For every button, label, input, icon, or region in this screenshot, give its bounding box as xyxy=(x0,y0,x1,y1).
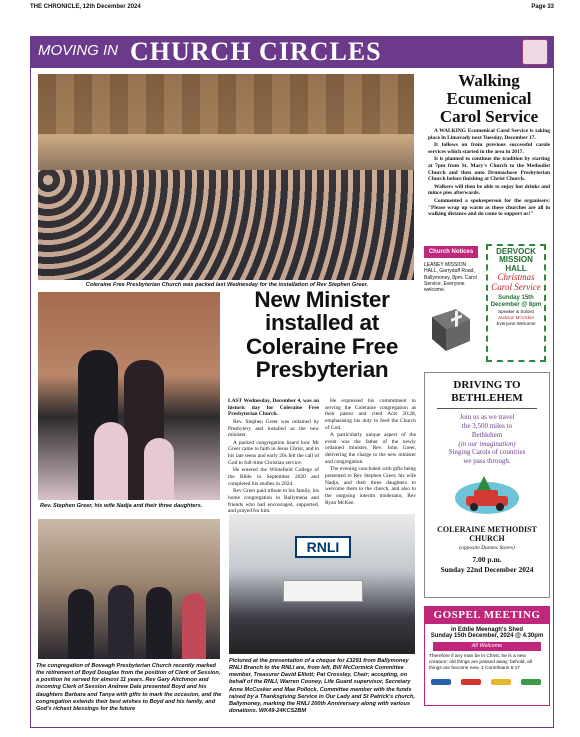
gospel-title: GOSPEL MEETING xyxy=(425,607,549,624)
figure-daughter xyxy=(144,438,174,500)
dervock-speaker-label: Speaker & Soloist xyxy=(498,309,534,315)
driving-line: we pass through. xyxy=(463,457,511,466)
section-banner xyxy=(30,36,554,68)
methodist-church-name: COLERAINE METHODIST CHURCH xyxy=(437,524,537,544)
figure-person xyxy=(108,585,134,659)
church-congregation-photo xyxy=(38,74,414,280)
main-paragraph: He expressed his commitment to serving the Coleraine congregation as their pastor and cited Acts 20:28, emphasising his duty to feed the Church of God. xyxy=(325,398,416,431)
driving-divider xyxy=(437,408,537,409)
banner-church-circles: CHURCH CIRCLES xyxy=(130,37,382,66)
dervock-christmas: Christmas xyxy=(497,272,535,283)
main-headline: New Minister installed at Coleraine Free Presbyterian xyxy=(245,287,399,383)
walking-paragraph: Commented a spokesperson for the organisers: "Please wrap up warm as these churches are all in walking distance and do come to support us!" xyxy=(428,197,550,218)
dervock-welcome: Everyone Welcome xyxy=(496,321,536,327)
driving-title: DRIVING TO BETHLEHEM xyxy=(451,379,523,404)
rnli-cheque-photo xyxy=(229,514,415,654)
family-photo-caption: Rev. Stephen Greer, his wife Nadja and their three daughters. xyxy=(40,503,203,509)
main-paragraph: Rev Greer paid tribute to his family, his home congregation in Ballymena and friends who had encouraged, supported, and prayed for him. xyxy=(228,488,319,515)
car-row-icon xyxy=(425,675,551,689)
church-photo-caption: Coleraine Free Presbyterian Church was packed last Wednesday for the installation of Rev Stephen Greer. xyxy=(85,282,369,288)
gospel-date: Sunday 15th December, 2024 @ 4.30pm xyxy=(430,633,544,639)
main-paragraph: He entered the Whitefield College of the Bible in September 2020 and completed his studies in 2024. xyxy=(228,467,319,487)
gospel-meeting-ad xyxy=(424,606,550,706)
figure-daughter xyxy=(94,422,128,500)
leaney-notice: LEANEY MISSION HALL, Garryduff Road, Ballymoney, 8pm. Carol Service. Everyone welcome. xyxy=(424,262,477,293)
rnli-photo-caption: Pictured at the presentation of a cheque for £3291 from Ballymoney RNLI Branch to the RNLI are, from left, Bill McCormick Committee member, Treasurer David Elliott; Pat Crossley, Chair; accepting, on behalf of the RNLI, Warren Cooney, Life Guard supervisor, Secretary Anne McCusker and Mae Pollock, Committee member with the funds raised by a Thanksgiving Service in Our Lady and St Patrick's church, Ballymoney, marking the RNLI 200th Anniversary along with various donations. WK49-24KCS2BM xyxy=(229,658,415,715)
driving-line: Singing Carols of countries xyxy=(448,448,526,457)
dervock-title: DERVOCK MISSION HALL xyxy=(496,247,536,273)
walking-carol-title: Walking Ecumenical Carol Service xyxy=(439,71,539,126)
driving-line: Join us as we travel xyxy=(459,413,515,422)
driving-date: Sunday 22nd December 2024 xyxy=(440,564,534,574)
bible-icon xyxy=(426,305,474,357)
page-number: Page 33 xyxy=(531,4,554,10)
dervock-date: Sunday 15th December @ 8pm xyxy=(490,294,542,309)
dervock-notice xyxy=(486,244,546,362)
main-article-body xyxy=(228,398,416,515)
driving-line: the 3,500 miles to xyxy=(461,422,513,431)
dervock-speaker-name: Jackson McVicker xyxy=(497,315,535,321)
main-paragraph: A particularly unique aspect of the event was the father of the newly ordained minister, Rev. John Greer, delivering the charge to the new minister and congregation. xyxy=(325,432,416,465)
newspaper-seal-icon xyxy=(522,39,548,65)
main-paragraph: A packed congregation heard how Mr Greer came to faith in Jesus Christ, and in his late teens and early 20s felt the call of God to full-time Christian service. xyxy=(228,439,319,466)
driving-line: Bethlehem xyxy=(471,430,503,439)
driving-line: (in our imagination) xyxy=(458,439,516,448)
gospel-venue: in Eddie Meenagh's Shed xyxy=(450,627,524,633)
figure-person xyxy=(68,589,94,659)
church-ceiling xyxy=(38,74,414,134)
walking-carol-body xyxy=(428,128,550,219)
boveagh-photo-caption: The congregation of Boveagh Presbyterian Church recently marked the retirement of Boyd Douglas from the position of Clerk of Session, a position he served for almost 11 years. Rev Gary Aitchmon and incoming Clerk of Session Andrew Dale presented Boyd and his daughters Barbara and Tanya with gifts to mark the occasion, and the congregation extends their best wishes to Boyd and his family, and God's richest blessings for the future xyxy=(36,663,222,712)
main-paragraph: Rev. Stephen Greer was ordained by Presbytery and installed as the new minister. xyxy=(228,418,319,439)
rnli-sign: RNLI xyxy=(295,536,351,558)
christmas-car-icon xyxy=(452,472,522,516)
boveagh-church-photo xyxy=(38,519,220,659)
church-notices-tab: Church Notices xyxy=(424,246,478,258)
walking-paragraph: A WALKING Ecumenical Carol Service is taking place in Limavady next Tuesday, December 17. xyxy=(428,128,550,141)
gospel-verse: Therefore if any man be in Christ, he is a new creature: old things are passed away; behold, all things are become new. 2 Corinthians 5:17 xyxy=(429,654,532,672)
figure-person xyxy=(182,593,206,659)
main-paragraph: The evening concluded with gifts being presented to Rev Stephen Greer, his wife Nadja, and their three daughters to welcome them to the church, and also to the outgoing interim moderator, Rev Ryan McKee. xyxy=(325,466,416,506)
walking-paragraph: It is planned to continue the tradition by starting at 7pm from St. Mary's Church to the Methodist Church and then onto Drumachose Presbyterian Church before finishing at Christ Church. xyxy=(428,156,550,183)
congregation-crowd xyxy=(38,170,414,280)
dervock-carol-service: Carol Service xyxy=(491,282,541,293)
walking-paragraph: Walkers will then be able to enjoy hot drinks and mince pies afterwards. xyxy=(428,183,550,197)
figure-person xyxy=(146,587,172,659)
banner-moving-in: MOVING IN xyxy=(38,42,119,59)
gospel-welcome: All Welcome xyxy=(433,642,541,651)
driving-time: 7.00 p.m. xyxy=(472,554,502,564)
methodist-church-location: (opposite Dunnes Stores) xyxy=(459,544,515,551)
greer-family-photo xyxy=(38,292,220,500)
cheque-board xyxy=(283,580,363,602)
page-header-line xyxy=(30,4,554,14)
driving-to-bethlehem-ad xyxy=(424,372,550,598)
main-paragraph: LAST Wednesday, December 4, was an historic day for Coleraine Free Presbyterian Church. xyxy=(228,398,319,418)
walking-paragraph: It follows on from previous successful carole services which started in the area in 2017. xyxy=(428,142,550,155)
publication-date: THE CHRONICLE, 12th December 2024 xyxy=(30,4,141,10)
